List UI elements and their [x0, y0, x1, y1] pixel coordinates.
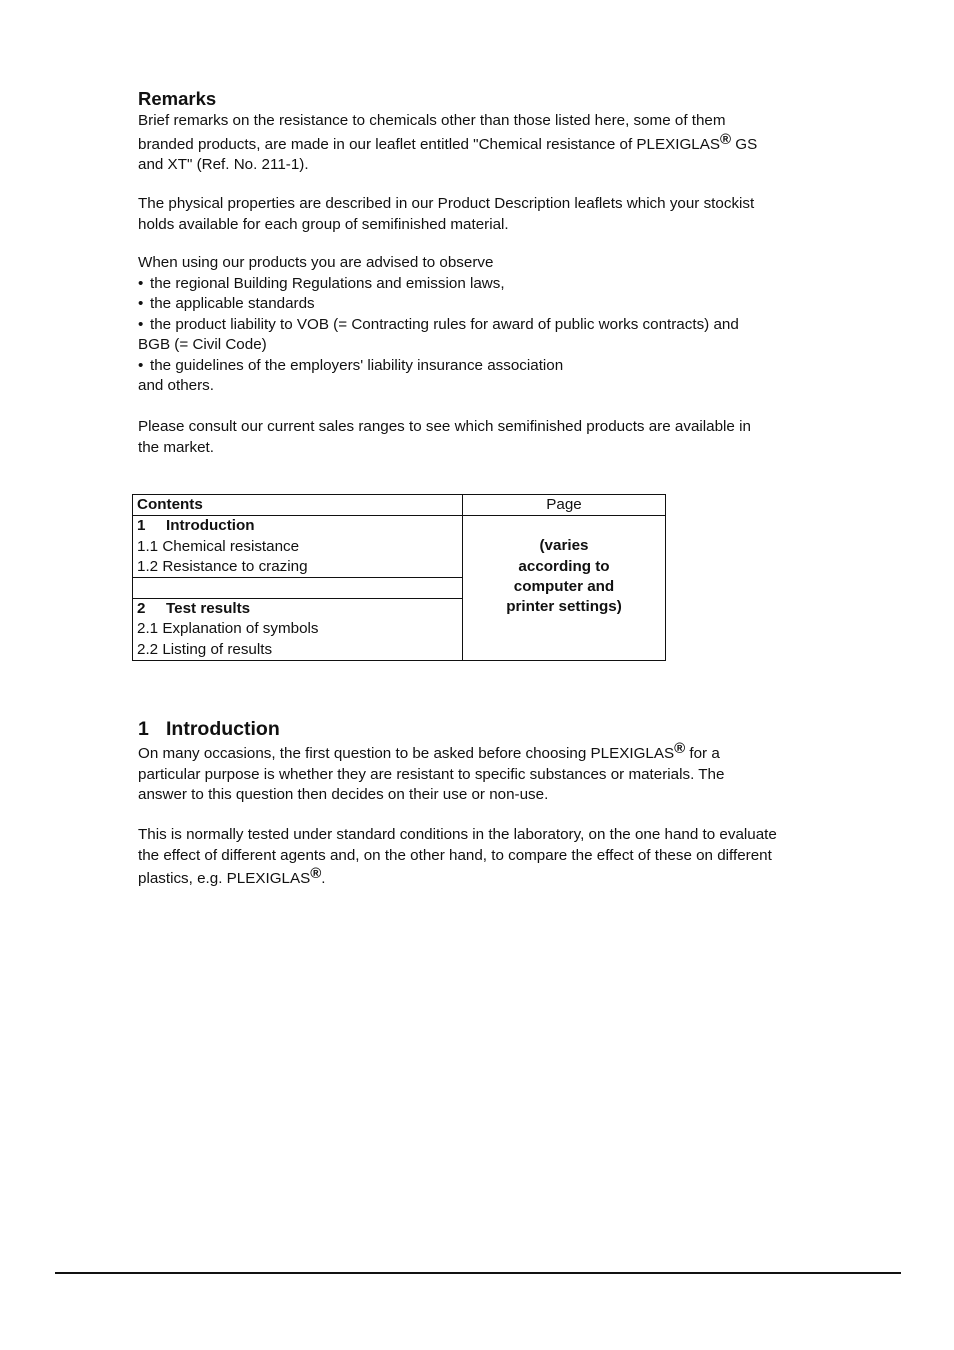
toc-section-title: 1 Introduction	[137, 517, 255, 535]
table-row	[133, 516, 666, 578]
introduction-heading: 1 Introduction	[138, 718, 280, 740]
remarks-paragraph-2	[138, 194, 868, 235]
bullet-item: • the product liability to VOB (= Contracting rules for award of public works contracts) and	[138, 315, 868, 336]
text-line: answer to this question then decides on their use or non-use.	[138, 786, 549, 803]
toc-item: 2.2 Listing of results	[137, 640, 273, 658]
toc-item: 2.1 Explanation of symbols	[137, 620, 319, 638]
text-line: the market.	[138, 438, 214, 456]
toc-section-2	[133, 599, 463, 661]
remarks-paragraph-3	[138, 253, 868, 397]
text-line: particular purpose is whether they are resistant to specific substances or materials. The	[138, 765, 725, 783]
remarks-heading: Remarks	[138, 88, 217, 109]
toc-spacer-cell	[133, 578, 463, 599]
text-line: holds available for each group of semifinished material.	[138, 215, 509, 233]
bullet-item: • the applicable standards	[138, 294, 868, 315]
table-header-row	[133, 495, 666, 516]
footer-rule	[55, 1272, 901, 1274]
text-line: plastics, e.g. PLEXIGLAS®.	[138, 865, 326, 887]
registered-mark: ®	[674, 740, 686, 757]
text-line: On many occasions, the first question to be asked before choosing PLEXIGLAS® for a	[138, 740, 720, 762]
introduction-paragraph-2	[138, 825, 868, 890]
page-note: (varies according to computer and printer settings)	[463, 516, 666, 661]
toc-item: 1.2 Resistance to crazing	[137, 557, 308, 575]
contents-table	[132, 494, 666, 661]
text-line: the effect of different agents and, on the other hand, to compare the effect of these on different	[138, 846, 772, 864]
toc-item: 1.1 Chemical resistance	[137, 537, 300, 555]
bullet-icon: •	[138, 295, 144, 312]
bullet-item: • the guidelines of the employers' liability insurance association	[138, 356, 868, 377]
bullet-icon: •	[138, 356, 144, 374]
text-line: Please consult our current sales ranges to see which semifinished products are available in	[138, 418, 751, 435]
bullet-icon: •	[138, 315, 144, 333]
text-line: The physical properties are described in our Product Description leaflets which your stockist	[138, 195, 755, 212]
text-line: and others.	[138, 377, 214, 394]
introduction-paragraph-1	[138, 740, 868, 806]
text-line: This is normally tested under standard conditions in the laboratory, on the one hand to evaluate	[138, 826, 777, 843]
text-line: and XT" (Ref. No. 211-1).	[138, 156, 309, 173]
remarks-paragraph-4	[138, 417, 868, 458]
page-header: Page	[463, 495, 666, 516]
toc-section-1	[133, 516, 463, 578]
text-line: BGB (= Civil Code)	[138, 336, 267, 353]
toc-section-title: 2 Test results	[137, 600, 251, 618]
registered-mark: ®	[310, 865, 322, 882]
text-line: When using our products you are advised to observe	[138, 254, 494, 271]
bullet-item: • the regional Building Regulations and emission laws,	[138, 274, 868, 295]
text-line: branded products, are made in our leaflet entitled "Chemical resistance of PLEXIGLAS® GS	[138, 130, 758, 153]
bullet-icon: •	[138, 274, 144, 292]
remarks-paragraph-1	[138, 111, 868, 176]
registered-mark: ®	[720, 130, 732, 148]
text-line: Brief remarks on the resistance to chemicals other than those listed here, some of them	[138, 112, 726, 129]
contents-header: Contents	[133, 495, 463, 516]
